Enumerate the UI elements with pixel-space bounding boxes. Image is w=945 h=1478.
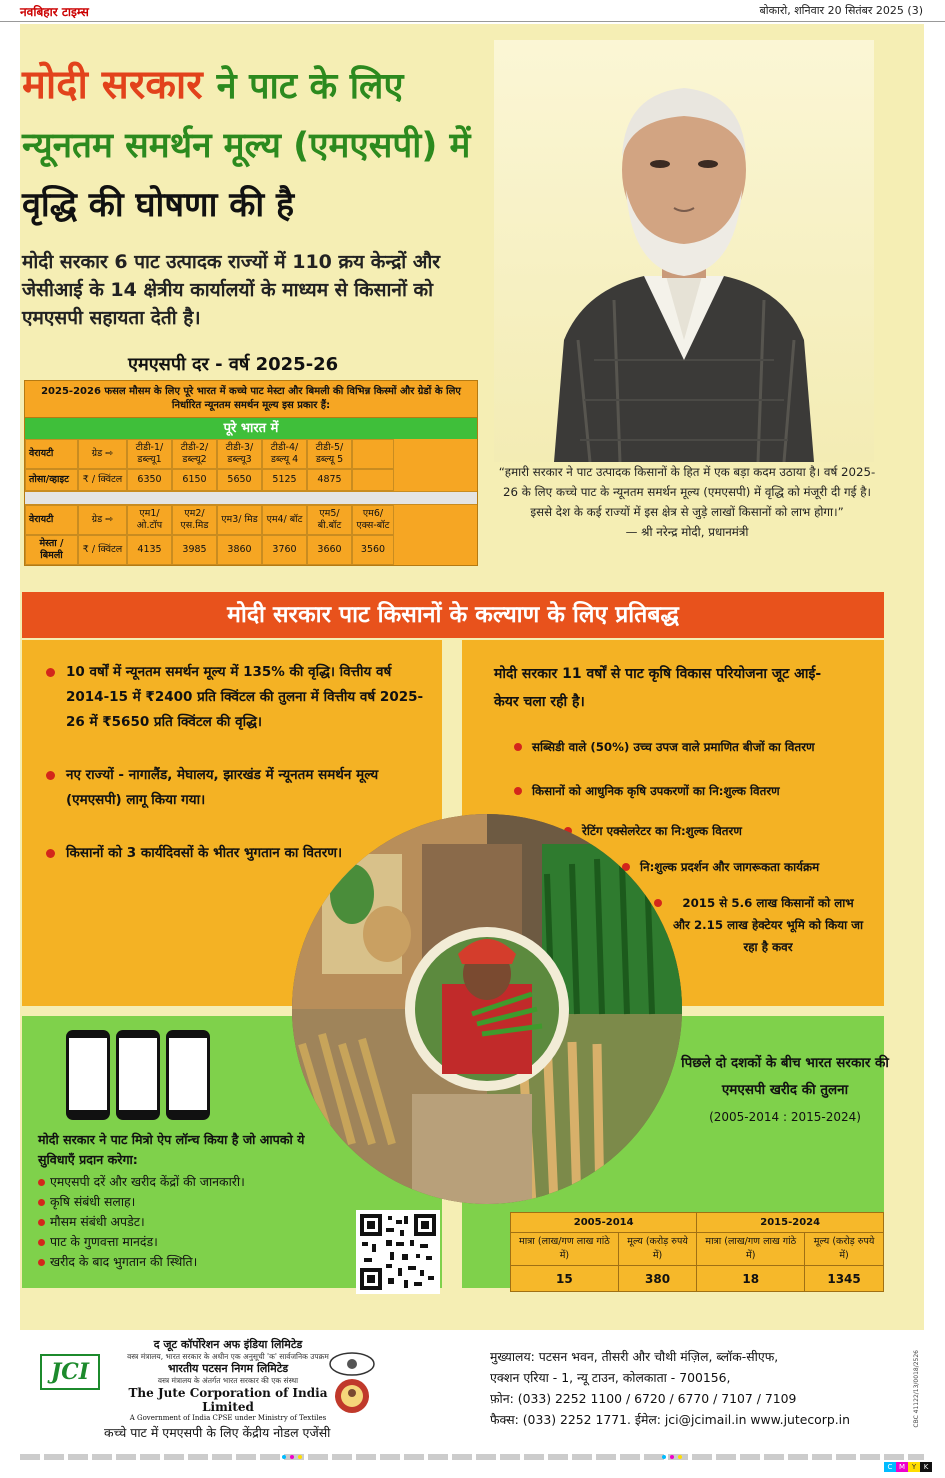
jute-icare-heading: मोदी सरकार 11 वर्षों से पाट कृषि विकास परियोजना जूट आई-केयर चला रही है। bbox=[494, 666, 822, 710]
list-item: मौसम संबंधी अपडेट। bbox=[38, 1212, 308, 1232]
table-cell: 3860 bbox=[217, 535, 262, 565]
print-registration-marks bbox=[20, 1448, 924, 1460]
table-cell: एम5/ बी.बॉट bbox=[307, 505, 352, 535]
org-subtitle-hindi-2: वस्त्र मंत्रालय के अंतर्गत भारत सरकार की एक संस्था bbox=[157, 1376, 299, 1385]
table-cell: टीडी-1/डब्ल्यू1 bbox=[127, 439, 172, 469]
table-cell: 6350 bbox=[127, 469, 172, 491]
jute-mark-emblems bbox=[326, 1350, 378, 1416]
org-name-english: The Jute Corporation of India Limited bbox=[128, 1386, 328, 1414]
comparison-subtitle: (2005-2014 : 2015-2024) bbox=[709, 1110, 861, 1124]
headline-line-2: न्यूनतम समर्थन मूल्य (एमएसपी) में bbox=[22, 126, 471, 166]
quote-text: “हमारी सरकार ने पाट उत्पादक किसानों के हित में एक बड़ा कदम उठाया है। वर्ष 2025-26 के लिए कच्चे पाट के न्यूनतम समर्थन मूल्य (एमएसपी) में वृद्धि को मंजूरी दी गई है। इससे देश के कई राज्यों में इस क्षेत्र से जुड़े लाखों किसानों को लाभ होगा।” bbox=[498, 465, 876, 519]
table-cell: 3985 bbox=[172, 535, 217, 565]
phone-icon bbox=[66, 1030, 110, 1120]
table-cell: 6150 bbox=[172, 469, 217, 491]
headline bbox=[22, 55, 512, 235]
phone-icon bbox=[116, 1030, 160, 1120]
emblem-icon bbox=[326, 1350, 378, 1416]
mesta-price-row bbox=[25, 535, 477, 565]
mitra-app-features bbox=[38, 1172, 308, 1272]
table-cell: 5650 bbox=[217, 469, 262, 491]
msp-rate-table bbox=[24, 380, 478, 566]
list-item: एमएसपी दरें और खरीद केंद्रों की जानकारी। bbox=[38, 1172, 308, 1192]
org-subtitle-english: A Government of India CPSE under Ministry of Textiles bbox=[129, 1414, 327, 1422]
table-cell bbox=[352, 469, 394, 491]
table-cell: टीडी-4/डब्ल्यू 4 bbox=[262, 439, 307, 469]
table-cell: 3660 bbox=[307, 535, 352, 565]
fax-email-website[interactable]: फैक्स: (033) 2252 1771. ईमेल: jci@jcimail.in www.jutecorp.in bbox=[490, 1412, 850, 1427]
table-cell: मेस्ता / बिमली bbox=[25, 535, 78, 565]
phone-numbers: फ़ोन: (033) 2252 1100 / 6720 / 6770 / 7107 / 7109 bbox=[490, 1391, 797, 1406]
table-cell: 5125 bbox=[262, 469, 307, 491]
cmyk-color-bar bbox=[884, 1462, 932, 1472]
list-item: पाट के गुणवत्ता मानदंड। bbox=[38, 1232, 308, 1252]
table-cell: ₹ / क्विंटल bbox=[78, 535, 127, 565]
table-header: मात्रा (लाख/गण लाख गांठे में) bbox=[697, 1233, 805, 1266]
table-cell: 4875 bbox=[307, 469, 352, 491]
yellow-swatch: Y bbox=[908, 1462, 920, 1472]
tossa-header-row bbox=[25, 439, 477, 469]
table-cell: 15 bbox=[511, 1266, 619, 1292]
phone-icon bbox=[166, 1030, 210, 1120]
table-cell: एम2/ एस.मिड bbox=[172, 505, 217, 535]
headline-jute: ने पाट के लिए bbox=[216, 66, 404, 107]
collage-illustration bbox=[292, 814, 682, 1204]
table-cell: 4135 bbox=[127, 535, 172, 565]
table-cell: 18 bbox=[697, 1266, 805, 1292]
masthead bbox=[0, 0, 945, 22]
mitra-app-info bbox=[38, 1130, 308, 1272]
table-header: 2005-2014 bbox=[511, 1213, 697, 1233]
table-cell: टीडी-3/डब्ल्यू3 bbox=[217, 439, 262, 469]
quote-attribution: — श्री नरेन्द्र मोदी, प्रधानमंत्री bbox=[625, 525, 749, 539]
nodal-agency-tagline: कच्चे पाट में एमएसपी के लिए केंद्रीय नोडल एजेंसी bbox=[104, 1425, 331, 1440]
list-item: नि:शुल्क प्रदर्शन और जागरूकता कार्यक्रम bbox=[622, 856, 819, 878]
list-item: कृषि संबंधी सलाह। bbox=[38, 1192, 308, 1212]
black-swatch: K bbox=[920, 1462, 932, 1472]
intro-paragraph: मोदी सरकार 6 पाट उत्पादक राज्यों में 110 क्रय केन्द्रों और जेसीआई के 14 क्षेत्रीय कार्यालयों के माध्यम से किसानों को एमएसपी सहायता देती है। bbox=[22, 251, 441, 329]
table-cell: एम6/ एक्स-बॉट bbox=[352, 505, 394, 535]
table-cell: ग्रेड ⇨ bbox=[78, 439, 127, 469]
cyan-swatch: C bbox=[884, 1462, 896, 1472]
address-line-2: एक्शन एरिया - 1, न्यू टाउन, कोलकाता - 700156, bbox=[490, 1370, 731, 1385]
list-item: नए राज्यों - नागालैंड, मेघालय, झारखंड में न्यूनतम समर्थन मूल्य (एमएसपी) लागू किया गया। bbox=[44, 763, 424, 813]
contact-details bbox=[490, 1346, 850, 1430]
comparison-title-text: पिछले दो दशकों के बीच भारत सरकार की एमएसपी खरीद की तुलना bbox=[681, 1055, 889, 1098]
table-header: मात्रा (लाख/गण लाख गांठे में) bbox=[511, 1233, 619, 1266]
table-header: 2015-2024 bbox=[697, 1213, 884, 1233]
address-line-1: मुख्यालय: पटसन भवन, तीसरी और चौथी मंज़िल, ब्लॉक-सीएफ, bbox=[490, 1349, 779, 1364]
list-item: किसानों को आधुनिक कृषि उपकरणों का नि:शुल्क वितरण bbox=[514, 780, 780, 802]
mitra-app-intro: मोदी सरकार ने पाट मित्रो ऐप लॉन्च किया है जो आपको ये सुविधाएँ प्रदान करेगा: bbox=[38, 1132, 305, 1167]
organization-name bbox=[118, 1338, 338, 1423]
procurement-comparison-title bbox=[680, 1050, 890, 1131]
procurement-comparison-table bbox=[510, 1212, 884, 1292]
msp-rate-title: एमएसपी दर - वर्ष 2025-26 bbox=[128, 354, 339, 375]
qr-code-icon[interactable] bbox=[356, 1210, 440, 1294]
date-line: बोकारो, शनिवार 20 सितंबर 2025 (3) bbox=[759, 4, 923, 17]
table-cell: एम4/ बॉट bbox=[262, 505, 307, 535]
table-cell: तोसा/व्हाइट bbox=[25, 469, 78, 491]
org-name-hindi: द जूट कॉर्पोरेशन अफ इंडिया लिमिटेड bbox=[153, 1338, 303, 1351]
table-cell: वेरायटी bbox=[25, 505, 78, 535]
table-cell: टीडी-2/डब्ल्यू2 bbox=[172, 439, 217, 469]
msp-table-caption: 2025-2026 फसल मौसम के लिए पूरे भारत में कच्चे पाट मेस्टा और बिमली की विभिन्न किस्मों और ग्रेडों के लिए निर्धारित न्यूनतम समर्थन मूल्य इस प्रकार हैं: bbox=[41, 386, 461, 411]
table-header: मूल्य (करोड़ रुपये में) bbox=[805, 1233, 884, 1266]
table-cell bbox=[352, 439, 394, 469]
qr-pattern bbox=[360, 1214, 436, 1290]
magenta-swatch: M bbox=[896, 1462, 908, 1472]
commitment-banner: मोदी सरकार पाट किसानों के कल्याण के लिए प्रतिबद्ध bbox=[22, 592, 884, 638]
headline-line-1 bbox=[22, 55, 512, 117]
table-cell: एम1/ ओ.टॉप bbox=[127, 505, 172, 535]
list-item: किसानों को 3 कार्यदिवसों के भीतर भुगतान का वितरण। bbox=[44, 841, 424, 866]
list-item: 2015 से 5.6 लाख किसानों को लाभ और 2.15 लाख हेक्टेयर भूमि को किया जा रहा है कवर bbox=[654, 892, 864, 958]
table-cell: टीडी-5/डब्ल्यू 5 bbox=[307, 439, 352, 469]
newspaper-name: नवबिहार टाइम्स bbox=[20, 5, 89, 19]
pm-quote bbox=[492, 462, 882, 542]
jute-farming-photo-collage bbox=[292, 814, 682, 1204]
list-item: सब्सिडी वाले (50%) उच्च उपज वाले प्रमाणित बीजों का वितरण bbox=[514, 736, 815, 758]
table-cell: 1345 bbox=[805, 1266, 884, 1292]
list-item: रेटिंग एक्सेलरेटर का नि:शुल्क वितरण bbox=[564, 820, 742, 842]
list-item: 10 वर्षों में न्यूनतम समर्थन मूल्य में 135% की वृद्धि। वित्तीय वर्ष 2014-15 में ₹2400 प्रति क्विंटल की तुलना में वित्तीय वर्ष 2025-26 में ₹5650 प्रति क्विंटल की वृद्धि। bbox=[44, 660, 424, 735]
table-cell: 380 bbox=[618, 1266, 697, 1292]
table-header: मूल्य (करोड़ रुपये में) bbox=[618, 1233, 697, 1266]
headline-line-3: वृद्धि की घोषणा की है bbox=[22, 185, 295, 225]
org-subtitle-hindi: वस्त्र मंत्रालय, भारत सरकार के अधीन एक अनुसूची 'क' सार्वजनिक उपक्रम bbox=[127, 1352, 329, 1361]
org-name-hindi-2: भारतीय पटसन निगम लिमिटेड bbox=[167, 1362, 289, 1375]
cbc-code: CBC 41122/13/0018/2526 bbox=[913, 1350, 920, 1428]
mesta-header-row bbox=[25, 505, 477, 535]
tossa-price-row bbox=[25, 469, 477, 491]
table-cell: एम3/ मिड bbox=[217, 505, 262, 535]
footer bbox=[20, 1330, 924, 1448]
table-cell: ग्रेड ⇨ bbox=[78, 505, 127, 535]
headline-modi-sarkar: मोदी सरकार bbox=[22, 62, 203, 108]
registration-marks-icon bbox=[20, 1451, 924, 1463]
portrait-illustration bbox=[494, 40, 874, 462]
all-india-header: पूरे भारत में bbox=[25, 417, 477, 439]
table-divider bbox=[25, 491, 477, 505]
table-cell: ₹ / क्विंटल bbox=[78, 469, 127, 491]
prime-minister-portrait bbox=[494, 40, 874, 462]
table-cell: 3560 bbox=[352, 535, 394, 565]
table-cell: वेरायटी bbox=[25, 439, 78, 469]
jci-logo: JCI bbox=[40, 1354, 100, 1390]
list-item: खरीद के बाद भुगतान की स्थिति। bbox=[38, 1252, 308, 1272]
table-cell: 3760 bbox=[262, 535, 307, 565]
